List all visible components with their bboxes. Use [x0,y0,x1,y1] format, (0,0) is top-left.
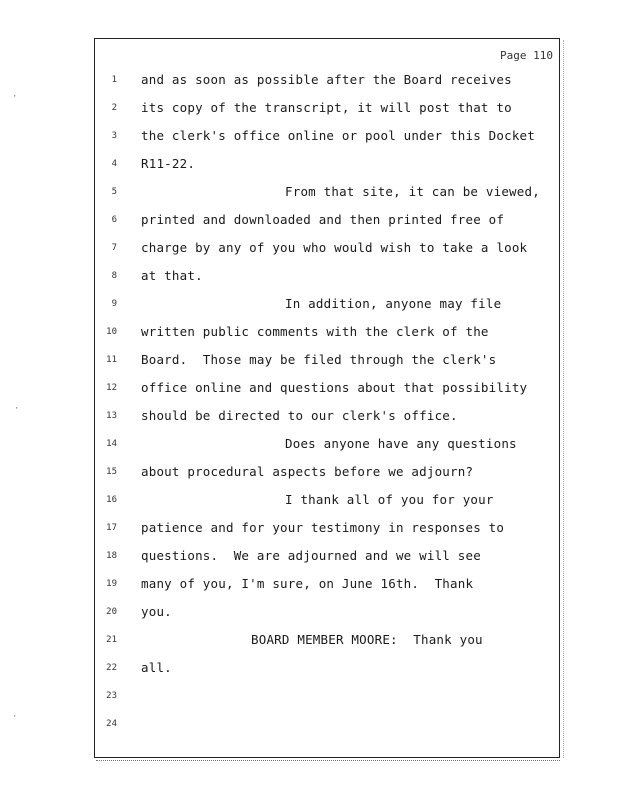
transcript-line [95,184,561,204]
line-number: 19 [106,579,117,589]
transcript-page [94,38,560,758]
line-number: 18 [106,551,117,561]
line-text: From that site, it can be viewed, [285,184,540,199]
line-text: Does anyone have any questions [285,436,517,451]
line-text: written public comments with the clerk of the [141,324,489,339]
line-text: the clerk's office online or pool under this Docket [141,128,536,143]
line-number: 12 [106,383,117,393]
line-text: In addition, anyone may file [285,296,502,311]
transcript-line [95,240,561,260]
bottom-rule [96,760,560,761]
line-number: 22 [106,663,117,673]
line-number: 16 [106,495,117,505]
line-text: office online and questions about that possibility [141,380,528,395]
line-number: 15 [106,467,117,477]
line-text: should be directed to our clerk's office. [141,408,458,423]
line-number: 2 [111,103,117,113]
line-text: at that. [141,268,203,283]
transcript-line [95,156,561,176]
transcript-line [95,660,561,680]
line-text: you. [141,604,172,619]
line-number: 11 [106,355,117,365]
line-number: 8 [111,271,117,281]
line-number: 17 [106,523,117,533]
transcript-line [95,632,561,652]
transcript-line [95,324,561,344]
transcript-line [95,380,561,400]
transcript-line [95,436,561,456]
line-text: BOARD MEMBER MOORE: Thank you [251,632,483,647]
transcript-line [95,576,561,596]
line-text: all. [141,660,172,675]
transcript-line [95,296,561,316]
line-number: 3 [111,131,117,141]
transcript-line [95,548,561,568]
transcript-line [95,520,561,540]
transcript-line [95,492,561,512]
scan-speck: · [12,712,18,722]
transcript-line [95,408,561,428]
page-number: Page 110 [500,49,553,62]
line-text: R11-22. [141,156,196,171]
transcript-line [95,212,561,232]
line-text: printed and downloaded and then printed free of [141,212,505,227]
line-number: 21 [106,635,117,645]
line-number: 20 [106,607,117,617]
line-text: its copy of the transcript, it will post that to [141,100,512,115]
transcript-line [95,716,561,736]
transcript-line [95,352,561,372]
line-text: I thank all of you for your [285,492,494,507]
line-number: 23 [106,691,117,701]
transcript-line [95,268,561,288]
line-number: 9 [111,299,117,309]
transcript-line [95,604,561,624]
line-number: 13 [106,411,117,421]
margin-rule [563,40,564,758]
transcript-line [95,688,561,708]
line-number: 1 [111,75,117,85]
transcript-line [95,128,561,148]
line-text: charge by any of you who would wish to take a look [141,240,528,255]
line-number: 6 [111,215,117,225]
line-text: many of you, I'm sure, on June 16th. Thank [141,576,474,591]
line-number: 24 [106,719,117,729]
line-number: 14 [106,439,117,449]
line-text: about procedural aspects before we adjourn? [141,464,474,479]
scan-speck: · [12,92,18,102]
line-text: questions. We are adjourned and we will see [141,548,481,563]
transcript-line [95,100,561,120]
transcript-line [95,72,561,92]
line-text: patience and for your testimony in responses to [141,520,505,535]
line-number: 5 [111,187,117,197]
line-text: Board. Those may be filed through the clerk's [141,352,497,367]
line-number: 7 [111,243,117,253]
transcript-line [95,464,561,484]
line-number: 10 [106,327,117,337]
scan-speck: · [14,404,20,414]
line-text: and as soon as possible after the Board receives [141,72,512,87]
line-number: 4 [111,159,117,169]
